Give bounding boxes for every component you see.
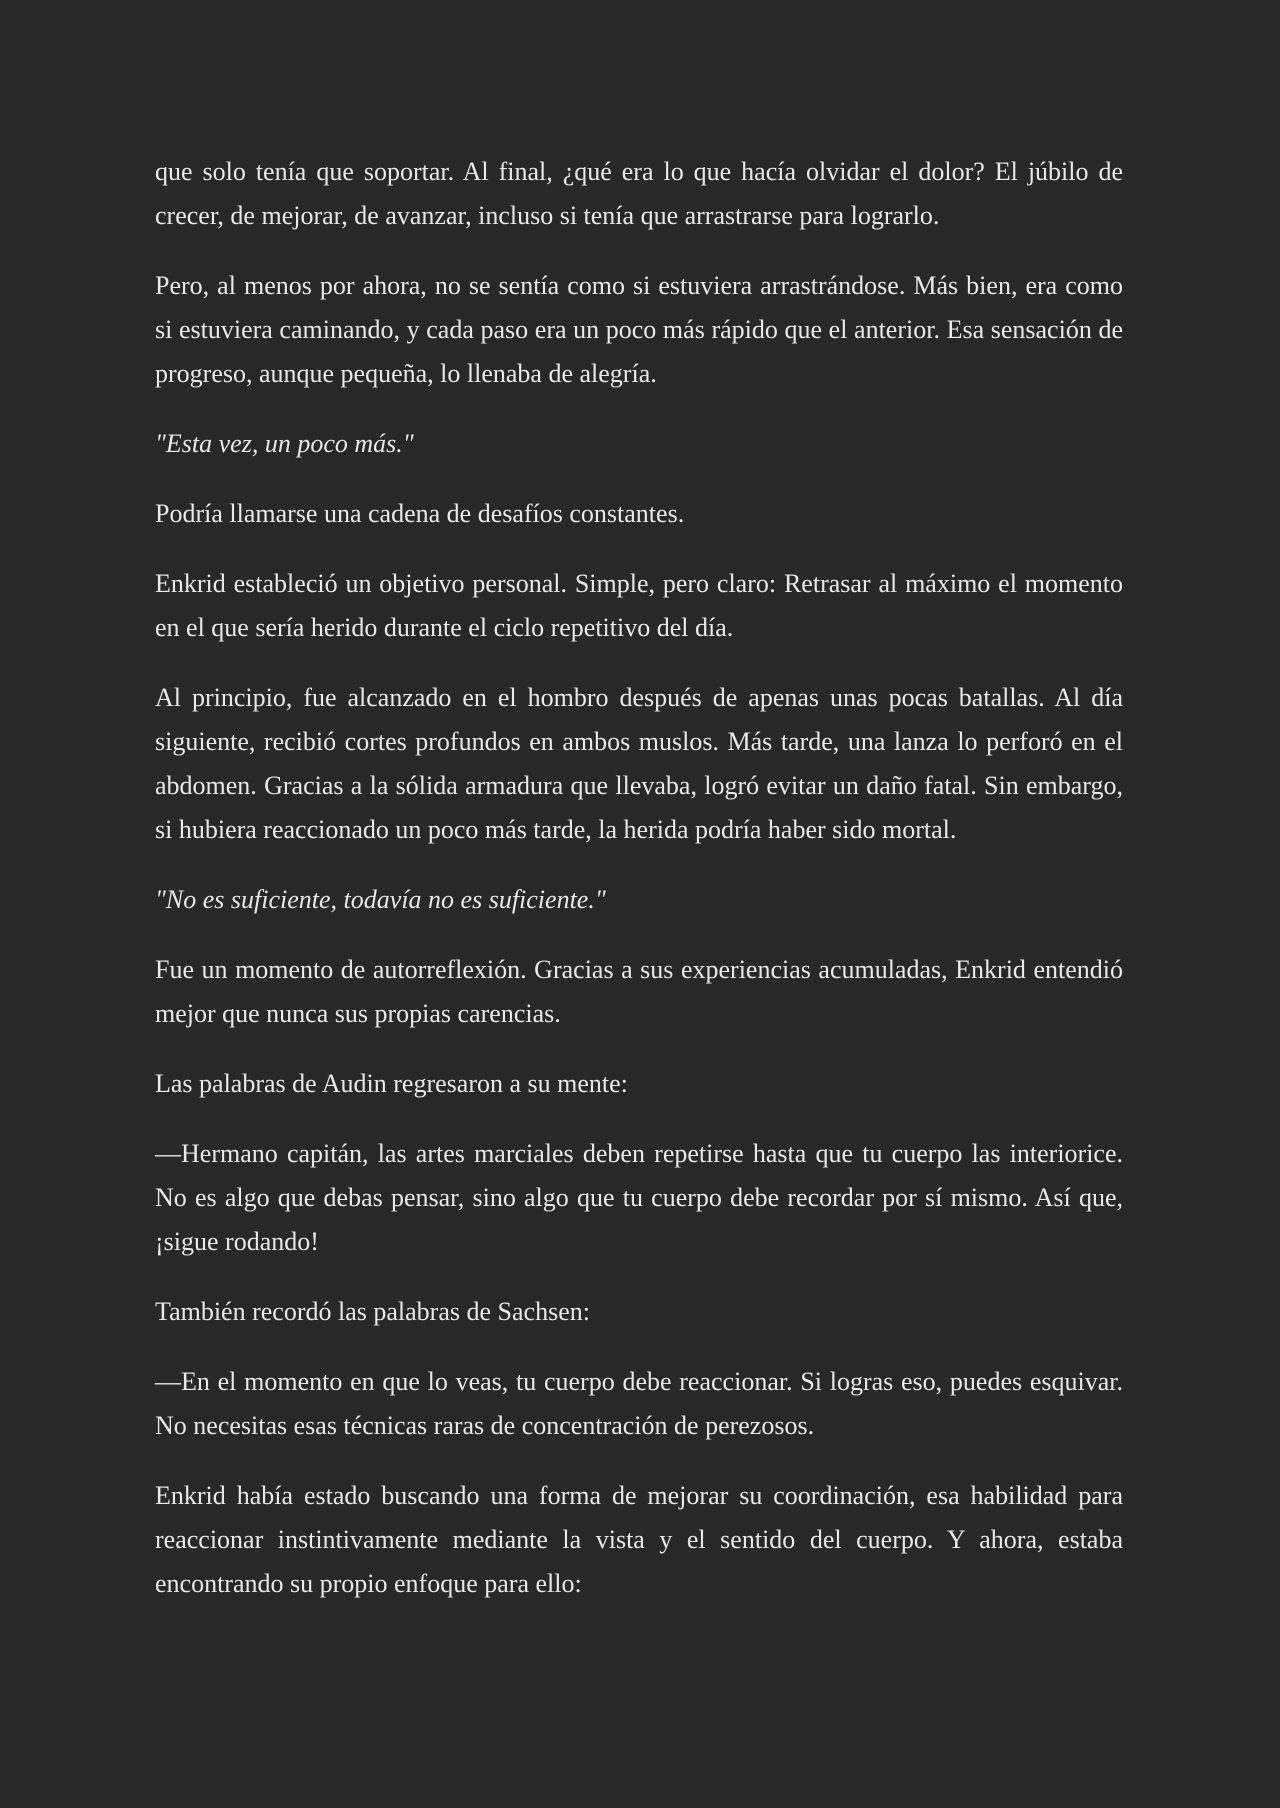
- reader-page: [155, 150, 1123, 1632]
- paragraph-1: que solo tenía que soportar. Al final, ¿qué era lo que hacía olvidar el dolor? El júbilo de crecer, de mejorar, de avanzar, incluso si tenía que arrastrarse para lograrlo.: [155, 157, 1123, 230]
- dialogue-audin: —Hermano capitán, las artes marciales deben repetirse hasta que tu cuerpo las interiorice. No es algo que debas pensar, sino algo que tu cuerpo debe recordar por sí mismo. Así que, ¡sigue rodando!: [155, 1139, 1123, 1256]
- thought-line-2: "No es suficiente, todavía no es suficiente.": [155, 885, 606, 914]
- paragraph-11: También recordó las palabras de Sachsen:: [155, 1297, 590, 1326]
- paragraph-9: Las palabras de Audin regresaron a su mente:: [155, 1069, 628, 1098]
- paragraph-2: Pero, al menos por ahora, no se sentía como si estuviera arrastrándose. Más bien, era como si estuviera caminando, y cada paso era un poco más rápido que el anterior. Esa sensación de progreso, aunque pequeña, lo llenaba de alegría.: [155, 271, 1123, 388]
- dialogue-sachsen: —En el momento en que lo veas, tu cuerpo debe reaccionar. Si logras eso, puedes esquivar. No necesitas esas técnicas raras de concentración de perezosos.: [155, 1367, 1123, 1440]
- thought-line-1: "Esta vez, un poco más.": [155, 429, 414, 458]
- paragraph-13: Enkrid había estado buscando una forma de mejorar su coordinación, esa habilidad para reaccionar instintivamente mediante la vista y el sentido del cuerpo. Y ahora, estaba encontrando su propio enfoque para ello:: [155, 1481, 1123, 1598]
- paragraph-6: Al principio, fue alcanzado en el hombro después de apenas unas pocas batallas. Al día siguiente, recibió cortes profundos en ambos muslos. Más tarde, una lanza lo perforó en el abdomen. Gracias a la sólida armadura que llevaba, logró evitar un daño fatal. Sin embargo, si hubiera reaccionado un poco más tarde, la herida podría haber sido mortal.: [155, 683, 1123, 844]
- paragraph-4: Podría llamarse una cadena de desafíos constantes.: [155, 499, 685, 528]
- paragraph-8: Fue un momento de autorreflexión. Gracias a sus experiencias acumuladas, Enkrid entendió mejor que nunca sus propias carencias.: [155, 955, 1123, 1028]
- paragraph-5: Enkrid estableció un objetivo personal. Simple, pero claro: Retrasar al máximo el momento en el que sería herido durante el ciclo repetitivo del día.: [155, 569, 1123, 642]
